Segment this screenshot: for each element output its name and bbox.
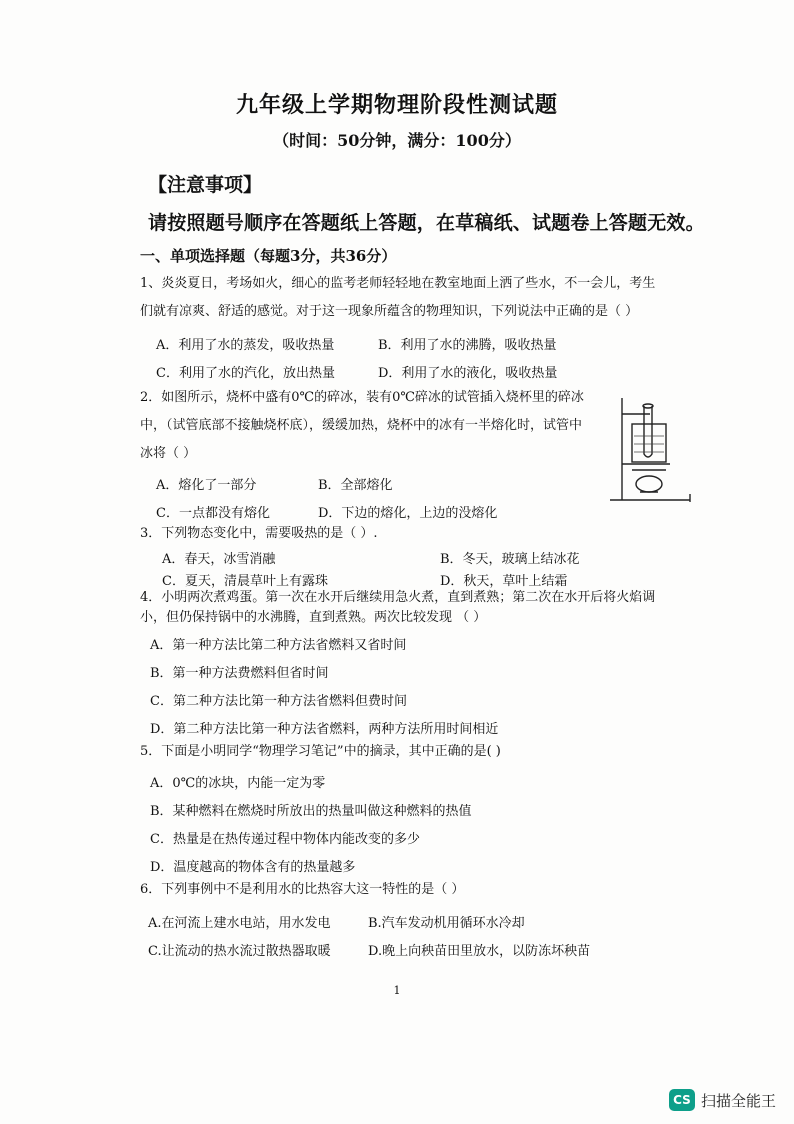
q5-line1: 5．下面是小明同学“物理学习笔记”中的摘录，其中正确的是( ) — [140, 744, 501, 759]
q2-option-b: B．全部熔化 — [318, 478, 393, 493]
q2-line2: 中，（试管底部不接触烧杯底），缓缓加热，烧杯中的冰有一半熔化时，试管中 — [140, 418, 583, 433]
exam-time-info: （时间：50分钟，满分：100分） — [273, 131, 521, 150]
q6-option-c: C.让流动的热水流过散热器取暖 — [148, 944, 331, 959]
section-heading: 一、单项选择题（每题3分，共36分） — [140, 247, 397, 265]
q3-option-d: D．秋天，草叶上结霜 — [440, 574, 568, 589]
q5-option-d: D．温度越高的物体含有的热量越多 — [150, 860, 356, 875]
q2-line3: 冰将（ ） — [140, 446, 197, 461]
q4-line1: 4．小明两次煮鸡蛋。第一次在水开后继续用急火煮，直到煮熟；第二次在水开后将火焰调 — [140, 590, 656, 605]
q2-option-c: C．一点都没有熔化 — [156, 506, 270, 521]
q6-option-b: B.汽车发动机用循环水冷却 — [368, 916, 525, 931]
notice-heading: 【注意事项】 — [148, 174, 263, 196]
q2-option-a: A．熔化了一部分 — [156, 478, 257, 493]
q4-option-a: A．第一种方法比第二种方法省燃料又省时间 — [150, 638, 407, 653]
beaker-test-tube-figure — [606, 392, 698, 512]
q6-option-a: A.在河流上建水电站，用水发电 — [148, 916, 331, 931]
q4-option-b: B．第一种方法费燃料但省时间 — [150, 666, 329, 681]
q5-option-a: A．0℃的冰块，内能一定为零 — [150, 776, 326, 791]
q3-option-a: A．春天，冰雪消融 — [162, 552, 276, 567]
watermark-text: 扫描全能王 — [700, 1091, 776, 1110]
page-title: 九年级上学期物理阶段性测试题 — [235, 92, 558, 118]
q5-option-c: C．热量是在热传递过程中物体内能改变的多少 — [150, 832, 420, 847]
q3-option-c: C．夏天，清晨草叶上有露珠 — [162, 574, 328, 589]
scanner-watermark — [669, 1089, 776, 1111]
q1-option-a: A．利用了水的蒸发，吸收热量 — [156, 338, 335, 353]
q4-option-c: C．第二种方法比第一种方法省燃料但费时间 — [150, 694, 407, 709]
q4-option-d: D．第二种方法比第一种方法省燃料，两种方法所用时间相近 — [150, 722, 499, 737]
q3-option-b: B．冬天，玻璃上结冰花 — [440, 552, 580, 567]
q2-option-d: D．下边的熔化，上边的没熔化 — [318, 506, 498, 521]
q1-option-b: B．利用了水的沸腾，吸收热量 — [378, 338, 557, 353]
q3-line1: 3．下列物态变化中，需要吸热的是（ ）. — [140, 526, 378, 541]
q1-option-d: D．利用了水的液化，吸收热量 — [378, 366, 558, 381]
q1-line1: 1、炎炎夏日，考场如火，细心的监考老师轻轻地在教室地面上洒了些水，不一会儿，考生 — [140, 276, 656, 291]
notice-text: 请按照题号顺序在答题纸上答题，在草稿纸、试题卷上答题无效。 — [148, 212, 705, 234]
camscanner-logo-icon: CS — [669, 1089, 695, 1111]
q5-option-b: B．某种燃料在燃烧时所放出的热量叫做这种燃料的热值 — [150, 804, 472, 819]
q1-option-c: C．利用了水的汽化，放出热量 — [156, 366, 335, 381]
q4-line2: 小，但仍保持锅中的水沸腾，直到煮熟。两次比较发现 （ ） — [140, 610, 487, 625]
q6-line1: 6．下列事例中不是利用水的比热容大这一特性的是（ ） — [140, 882, 465, 897]
q2-line1: 2．如图所示，烧杯中盛有0℃的碎冰，装有0℃碎冰的试管插入烧杯里的碎冰 — [140, 390, 584, 405]
q1-line2: 们就有凉爽、舒适的感觉。对于这一现象所蕴含的物理知识，下列说法中正确的是（ ） — [140, 304, 639, 319]
q6-option-d: D.晚上向秧苗田里放水，以防冻坏秧苗 — [368, 944, 591, 959]
page-number: 1 — [393, 984, 401, 997]
